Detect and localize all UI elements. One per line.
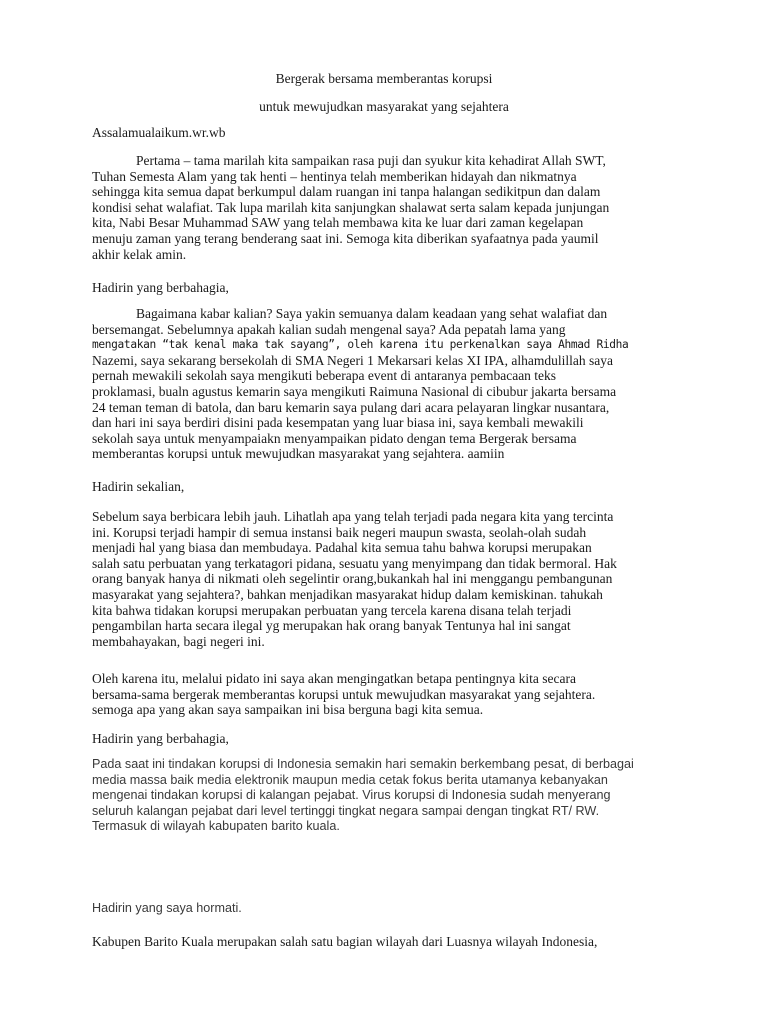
text-line: orang banyak hanya di nikmati oleh segelintir orang,bukankah hal ini menggangu pembangunan (92, 571, 613, 587)
text-line: membahayakan, bagi negeri ini. (92, 633, 265, 649)
text-line: bersama-sama bergerak memberantas korupsi untuk mewujudkan masyarakat yang sejahtera. (92, 686, 596, 702)
text-line: Termasuk di wilayah kabupaten barito kuala. (92, 819, 340, 834)
text-line: pernah mewakili sekolah saya mengikuti beberapa event di antaranya pembacaan teks (92, 368, 557, 384)
text-line: kita bahwa tidakan korupsi merupakan perbuatan yang tercela karena disana telah terjadi (92, 602, 572, 618)
text-line: akhir kelak amin. (92, 246, 187, 262)
salutation-text: Assalamualaikum.wr.wb (92, 125, 226, 140)
text-line: memberantas korupsi untuk mewujudkan masyarakat yang sejahtera. aamiin (92, 446, 505, 462)
paragraph-introduction (92, 306, 692, 462)
heading-hadirin-4 (92, 901, 692, 917)
text-line: 24 teman teman di batola, dan baru kemarin saya pulang dari acara pelayaran lingkar nusantara, (92, 399, 610, 415)
text-line: proklamasi, bualn agustus kemarin saya mengikuti Raimuna Nasional di cibubur jakarta bersama (92, 383, 617, 399)
text-line: dan hari ini saya berdiri disini pada kesempatan yang luar biasa ini, saya kembali mewakili (92, 415, 584, 431)
heading-hadirin-2 (92, 479, 692, 495)
salutation (92, 125, 692, 141)
text-line: salah satu perbuatan yang terkatagori pidana, sesuatu yang menyimpang dan tidak bermoral. Hak (92, 555, 617, 571)
document-subtitle: untuk mewujudkan masyarakat yang sejahtera (259, 99, 509, 114)
section-heading: Hadirin yang berbahagia, (92, 280, 229, 295)
text-line: Bagaimana kabar kalian? Saya yakin semuanya dalam keadaan yang sehat walafiat dan (136, 306, 608, 321)
text-line: sekolah saya untuk menyampaiakn menyampaikan pidato dengan tema Bergerak bersama (92, 430, 577, 446)
heading-hadirin-1 (92, 280, 692, 296)
section-heading: Hadirin yang berbahagia, (92, 731, 229, 746)
text-line: media massa baik media elektronik maupun media cetak fokus berita utamanya kebanyakan (92, 772, 608, 787)
section-heading: Hadirin yang saya hormati. (92, 901, 242, 915)
paragraph-barito-kuala (92, 934, 692, 950)
text-line: mengenai tindakan korupsi di kalangan pejabat. Virus korupsi di Indonesia sudah menyerang (92, 788, 611, 803)
section-heading: Hadirin sekalian, (92, 479, 185, 494)
text-line: Tuhan Semesta Alam yang tak henti – hentinya telah memberikan hidayah dan nikmatnya (92, 168, 577, 184)
text-line: kondisi sehat walafiat. Tak lupa marilah kita sanjungkan shalawat serta salam kepada junjungan (92, 199, 610, 215)
text-line: masyarakat yang sejahtera?, bahkan menjadikan masyarakat hidup dalam kemiskinan. tahukah (92, 586, 603, 602)
text-line: menuju zaman yang terang benderang saat ini. Semoga kita diberikan syafaatnya pada yaumil (92, 230, 599, 246)
paragraph-opening (92, 153, 692, 262)
document-title: Bergerak bersama memberantas korupsi (275, 71, 493, 86)
heading-hadirin-3 (92, 731, 692, 747)
text-line: Kabupen Barito Kuala merupakan salah satu bagian wilayah dari Luasnya wilayah Indonesia, (92, 934, 598, 949)
text-line: pengambilan harta secara ilegal yg merupakan hak orang banyak Tentunya hal ini sangat (92, 618, 571, 634)
text-line: menjadi hal yang biasa dan membudaya. Padahal kita semua tahu bahwa korupsi merupakan (92, 540, 592, 556)
text-line: kita, Nabi Besar Muhammad SAW yang telah membawa kita ke luar dari zaman kegelapan (92, 215, 584, 231)
text-line: Sebelum saya berbicara lebih jauh. Lihatlah apa yang telah terjadi pada negara kita yang tercinta (92, 509, 614, 524)
text-line: semoga apa yang akan saya sampaikan ini bisa berguna bagi kita semua. (92, 702, 484, 718)
text-line: ini. Korupsi terjadi hampir di semua instansi baik negeri maupun swasta, seolah-olah sudah (92, 524, 587, 540)
paragraph-corruption (92, 509, 692, 649)
text-line: sehingga kita semua dapat berkumpul dalam ruangan ini tanpa halangan sedikitpun dan dalam (92, 184, 601, 200)
paragraph-indonesia (92, 757, 692, 835)
text-line: Oleh karena itu, melalui pidato ini saya akan mengingatkan betapa pentingnya kita secara (92, 671, 576, 686)
text-line: Nazemi, saya sekarang bersekolah di SMA Negeri 1 Mekarsari kelas XI IPA, alhamdulillah saya (92, 352, 613, 368)
paragraph-therefore (92, 671, 692, 718)
text-line: Pertama – tama marilah kita sampaikan rasa puji dan syukur kita kehadirat Allah SWT, (136, 153, 606, 168)
text-line: seluruh kalangan pejabat dari level tertinggi tingkat negara sampai dengan tingkat RT/ RW. (92, 803, 600, 818)
text-line: mengatakan “tak kenal maka tak sayang”, oleh karena itu perkenalkan saya Ahmad Ridha (92, 338, 629, 352)
text-line: bersemangat. Sebelumnya apakah kalian sudah mengenal saya? Ada pepatah lama yang (92, 321, 566, 337)
text-line: Pada saat ini tindakan korupsi di Indonesia semakin hari semakin berkembang pesat, di berbagai (92, 757, 634, 771)
